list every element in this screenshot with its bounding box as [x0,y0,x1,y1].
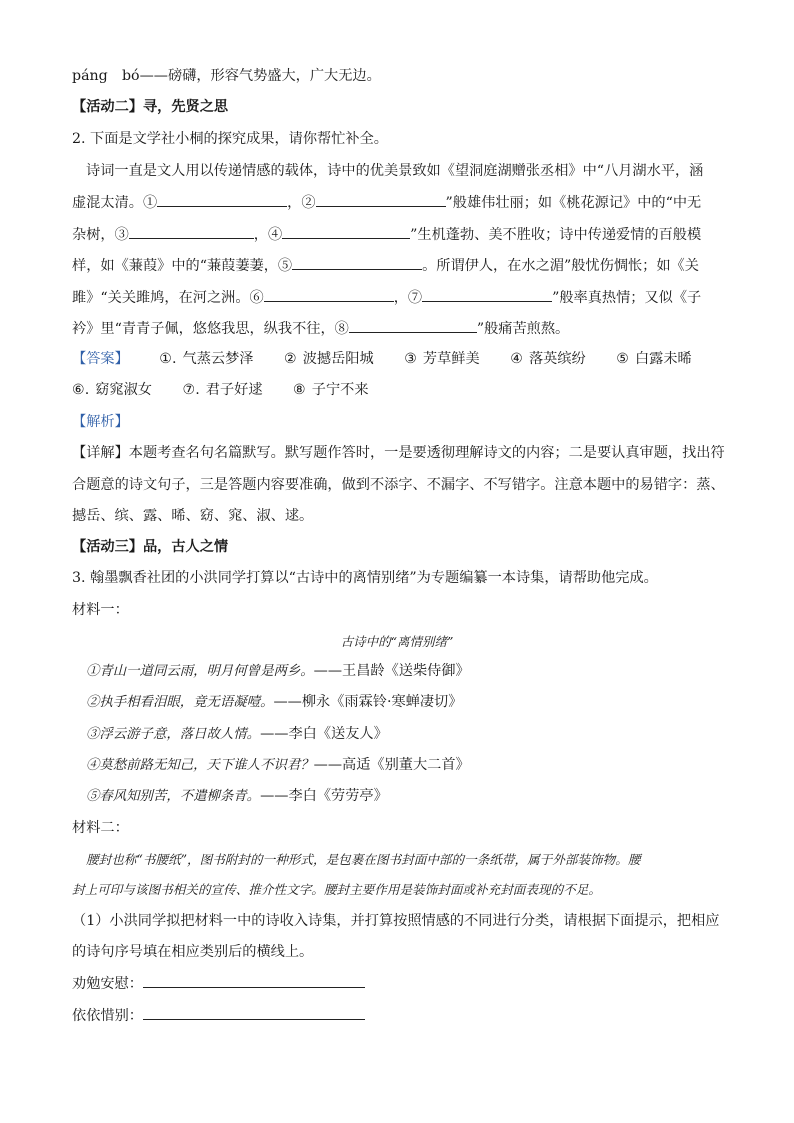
q2-paragraph-line6 [72,318,569,339]
poem-source: ——高适《别董大二首》 [313,757,470,773]
poem-source: ——王昌龄《送柴侍御》 [313,663,470,679]
category-encourage [72,973,365,994]
blank-2[interactable] [316,192,446,207]
material2-line2: 封上可印与该图书相关的宣传、推介性文字。腰封主要作用是装饰封面或补充封面表现的不足。 [72,882,601,897]
category-farewell [72,1005,365,1026]
analysis-detail-line2: 合题意的诗文句子，三是答题内容要准确，做到不添字、不漏字、不写错字。注意本题中的易错字：蒸、 [72,477,725,493]
collection-title: 古诗中的“离情别绪” [340,634,454,649]
pinyin-note: páng bó——磅礴，形容气势盛大，广大无边。 [72,68,381,84]
activity2-title: 【活动二】寻，先贤之思 [72,99,229,115]
answer-item: ⑦. 君子好逑 [182,382,263,398]
q2-paragraph-line1: 诗词一直是文人用以传递情感的载体，诗中的优美景致如《望洞庭湖赠张丞相》中“八月湖水平，涵 [86,163,704,179]
answer-blank[interactable] [143,1005,365,1020]
poem-source: ——李白《送友人》 [260,726,388,742]
question-2: 2. 下面是文学社小桐的探究成果，请你帮忙补全。 [72,131,388,147]
answer-item: ①. 气蒸云梦泽 [159,351,254,367]
blank-3[interactable] [129,224,254,239]
answer-item: ④ 落英缤纷 [510,351,586,367]
q2-paragraph-line4 [72,255,699,276]
poem-line: ①青山一道同云雨，明月何曾是两乡。 [86,664,314,679]
text: 虚混太清。① [72,195,158,211]
blank-7[interactable] [422,287,552,302]
subquestion-1-line1: （1）小洪同学拟把材料一中的诗收入诗集，并打算按照情感的不同进行分类，请根据下面提示，把相应 [72,913,720,929]
blank-6[interactable] [264,287,394,302]
poem-item [86,724,388,745]
answer-row-2 [72,380,395,400]
poem-item [86,786,388,807]
text: 雎》“关关雎鸠，在河之洲。⑥ [72,290,264,306]
subquestion-1-line2: 的诗句序号填在相应类别后的横线上。 [72,944,314,960]
poem-line: ⑤春风知别苦，不遣柳条青。 [86,789,261,804]
answer-item: ⑤ 白露未晞 [616,351,692,367]
blank-8[interactable] [349,318,477,333]
answer-item: ③ 芳草鲜美 [404,351,480,367]
poem-item [86,755,470,776]
analysis-detail-line1: 【详解】本题考查名句名篇默写。默写题作答时，一是要透彻理解诗文的内容；二是要认真审题，找出符 [72,445,725,461]
text: ”般雄伟壮丽；如《桃花源记》中的“中无 [445,195,702,211]
answer-item: ② 波撼岳阳城 [283,351,374,367]
poem-line: ②执手相看泪眼，竟无语凝噎。 [86,695,274,710]
text: ”生机蓬勃、美不胜收；诗中传递爱情的百般模 [410,227,702,243]
text: ”般率真热情；又似《子 [552,290,702,306]
q2-paragraph-line2 [72,192,701,213]
poem-source: ——李白《劳劳亭》 [260,788,388,804]
blank-4[interactable] [282,224,410,239]
text: 杂树，③ [72,227,129,243]
text: ，⑦ [393,290,423,306]
text: ”般痛苦煎熬。 [476,321,570,337]
poem-line: ③浮云游子意，落日故人情。 [86,727,261,742]
poem-line: ④莫愁前路无知己，天下谁人不识君？ [86,758,314,773]
category-label: 依依惜别： [72,1008,143,1024]
material2-label: 材料二： [72,820,129,836]
poem-item [86,661,470,682]
answer-item: ⑥. 窈窕淑女 [72,382,152,398]
text: 样，如《蒹葭》中的“蒹葭萋萋，⑤ [72,258,293,274]
blank-5[interactable] [292,255,422,270]
poem-source: ——柳永《雨霖铃·寒蝉凄切》 [273,694,463,710]
question-3: 3. 翰墨飘香社团的小洪同学打算以“古诗中的离情别绪”为专题编纂一本诗集，请帮助他完成。 [72,570,658,586]
material2-line1: 腰封也称“书腰纸”，图书附封的一种形式，是包裹在图书封面中部的一条纸带，属于外部装饰物。腰 [86,852,641,867]
analysis-detail-line3: 撼岳、缤、露、晞、窈、窕、淑、逑。 [72,508,314,524]
text: ，④ [253,227,283,243]
answer-label: 【答案】 [72,351,129,367]
category-label: 劝勉安慰： [72,976,143,992]
activity3-title: 【活动三】品，古人之情 [72,539,229,555]
answer-row-1 [72,349,692,369]
answer-blank[interactable] [143,973,365,988]
poem-item [86,692,462,713]
answer-item: ⑧ 子宁不来 [293,382,369,398]
q2-paragraph-line3 [72,224,701,245]
material1-label: 材料一： [72,602,129,618]
analysis-label: 【解析】 [72,414,129,430]
q2-paragraph-line5 [72,287,701,308]
text: ，② [287,195,316,211]
blank-1[interactable] [157,192,287,207]
text: 。所谓伊人，在水之湄”般忧伤惆怅；如《关 [422,258,699,274]
text: 衿》里“青青子佩，悠悠我思，纵我不往，⑧ [72,321,349,337]
